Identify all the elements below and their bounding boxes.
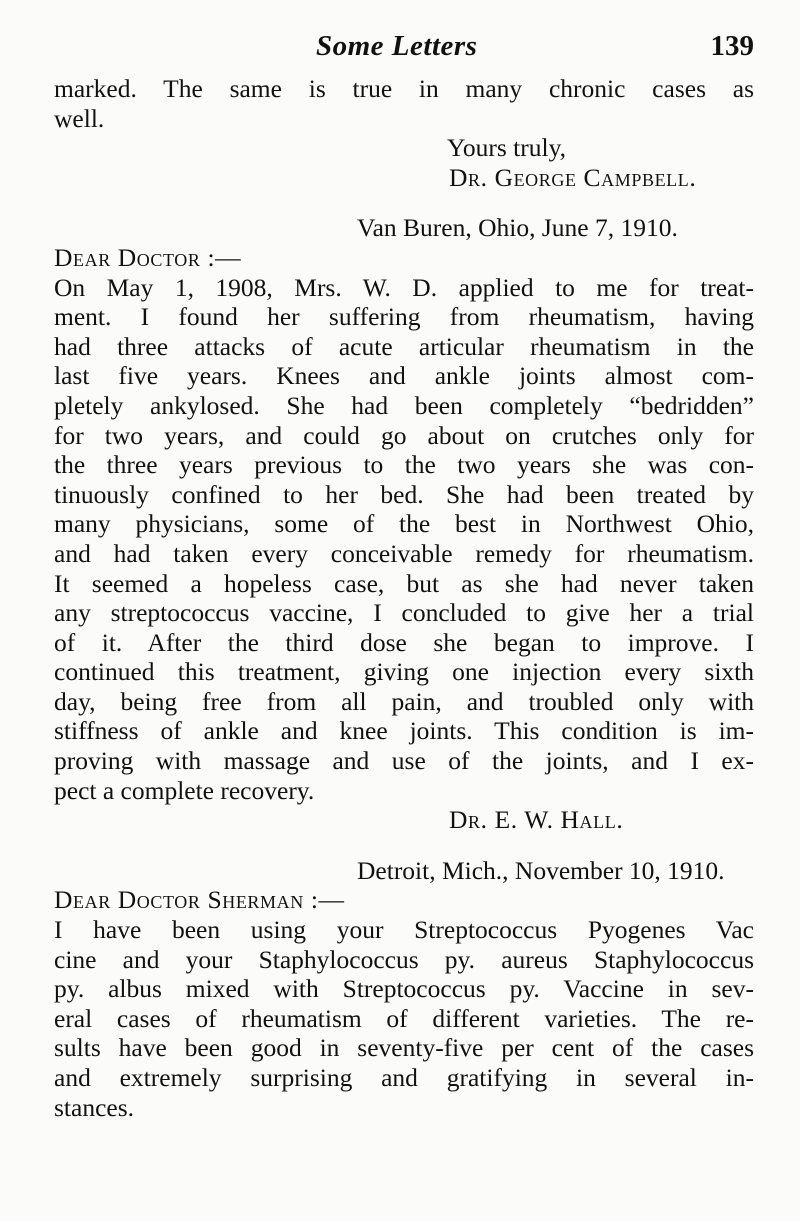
dateline-detroit: Detroit, Mich., November 10, 1910. — [357, 855, 725, 885]
letter-hall — [54, 213, 754, 834]
text-line: I have been using your Streptococcus Pyogenes Vac — [54, 915, 754, 945]
running-title: Some Letters — [316, 30, 478, 62]
text-line: eral cases of rheumatism of different varieties. The re- — [54, 1003, 754, 1033]
text-line: sults have been good in seventy-five per cent of the cases — [54, 1033, 754, 1063]
page-number: 139 — [710, 30, 754, 62]
text-line: of it. After the third dose she began to improve. I — [54, 627, 754, 657]
text-line: proving with massage and use of the joints, and I ex- — [54, 746, 754, 776]
running-head — [54, 30, 754, 74]
spacer — [54, 192, 754, 213]
text-line: day, being free from all pain, and troubled only with — [54, 686, 754, 716]
letter-campbell — [54, 74, 754, 192]
text-line: On May 1, 1908, Mrs. W. D. applied to me for treat- — [54, 272, 754, 302]
dateline-van-buren: Van Buren, Ohio, June 7, 1910. — [357, 213, 678, 243]
body-text — [54, 74, 754, 1122]
signature-campbell: Dr. George Campbell. — [449, 162, 697, 192]
text-line: tinuously confined to her bed. She had been treated by — [54, 479, 754, 509]
closing-line: Yours truly, — [447, 133, 567, 163]
text-line: for two years, and could go about on crutches only for — [54, 420, 754, 450]
text-line: many physicians, some of the best in Northwest Ohio, — [54, 509, 754, 539]
text-line: pect a complete recovery. — [54, 775, 315, 805]
text-line: marked. The same is true in many chronic cases as — [54, 74, 754, 103]
text-line: It seemed a hopeless case, but as she had never taken — [54, 568, 754, 598]
text-line: and had taken every conceivable remedy for rheumatism. — [54, 538, 754, 568]
text-line: continued this treatment, giving one injection every sixth — [54, 657, 754, 687]
text-line: the three years previous to the two years she was con- — [54, 450, 754, 480]
text-line: stances. — [54, 1092, 135, 1122]
spacer — [54, 835, 754, 856]
text-line: cine and your Staphylococcus py. aureus Staphylococcus — [54, 944, 754, 974]
text-line: and extremely surprising and gratifying in several in- — [54, 1063, 754, 1092]
book-page — [54, 30, 754, 1122]
text-line: had three attacks of acute articular rheumatism in the — [54, 331, 754, 361]
salutation-dear-doctor: Dear Doctor :— — [54, 242, 242, 272]
signature-hall: Dr. E. W. Hall. — [449, 805, 624, 835]
text-line: ment. I found her suffering from rheumatism, having — [54, 302, 754, 332]
salutation-dear-doctor-sherman: Dear Doctor Sherman :— — [54, 885, 345, 915]
letter-detroit — [54, 856, 754, 1122]
text-line: stiffness of ankle and knee joints. This condition is im- — [54, 716, 754, 746]
text-line: py. albus mixed with Streptococcus py. Vaccine in sev- — [54, 974, 754, 1004]
text-line: pletely ankylosed. She had been completely “bedridden” — [54, 390, 754, 420]
text-line: well. — [54, 103, 105, 133]
text-line: last five years. Knees and ankle joints almost com- — [54, 361, 754, 391]
text-line: any streptococcus vaccine, I concluded to give her a trial — [54, 598, 754, 628]
